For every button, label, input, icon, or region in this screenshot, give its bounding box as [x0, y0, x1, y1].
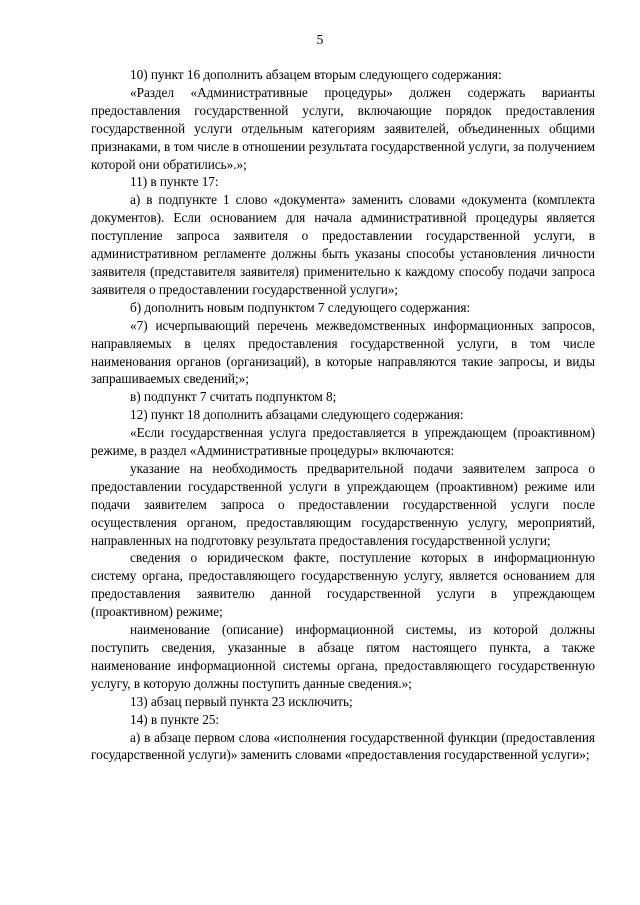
- paragraph: «Если государственная услуга предоставляется в упреждающем (проактивном) режиме, в раздел «Административные процедуры» включаются:: [91, 425, 595, 459]
- paragraph: 13) абзац первый пункта 23 исключить;: [130, 693, 353, 709]
- paragraph: «7) исчерпывающий перечень межведомственных информационных запросов, направляемых в целях предоставления государственной услуги, в том числе наименования органов (организаций), в которые направляются такие запросы, и виды запрашиваемых сведений;»;: [91, 317, 595, 387]
- paragraph: 12) пункт 18 дополнить абзацами следующего содержания:: [130, 407, 464, 423]
- paragraph: наименование (описание) информационной системы, из которой должны поступить сведения, указанные в абзаце пятом настоящего пункта, а также наименование информационной системы органа, предоставляющего государственную услугу, в которую должны поступить данные сведения.»;: [91, 622, 595, 691]
- paragraph: б) дополнить новым подпунктом 7 следующего содержания:: [130, 299, 471, 315]
- paragraph: указание на необходимость предварительной подачи заявителем запроса о предоставлении государственной услуги в упреждающем (проактивном) режиме или подачи заявителем запроса о предоставлении государственной услуги после осуществления органом, предоставляющим государственную услугу, мероприятий, направленных на подготовку результата предоставления государственной услуги;: [91, 460, 595, 548]
- page-number: 5: [316, 32, 324, 47]
- document-body: [91, 66, 595, 764]
- paragraph: а) в подпункте 1 слово «документа» заменить словами «документа (комплекта документов). Если основанием для начала административной процедуры является поступление запроса заявителя о предоставлении государственной услуги, в административном регламенте должны быть указаны способы установления личности заявителя (представителя заявителя) применительно к каждому способу подачи запроса заявителя о предоставлении государственной услуги»;: [91, 192, 595, 297]
- paragraph: а) в абзаце первом слова «исполнения государственной функции (предоставления государственной услуги)» заменить словами «предоставления государственной услуги»;: [91, 729, 595, 763]
- paragraph: 14) в пункте 25:: [130, 711, 220, 727]
- paragraph: 11) в пункте 17:: [130, 174, 219, 190]
- paragraph: «Раздел «Административные процедуры» должен содержать варианты предоставления государственной услуги, включающие порядок предоставления государственной услуги отдельным категориям заявителей, объединенных общими признаками, в том числе в отношении результата государственной услуги, за получением которой они обратились».»;: [91, 84, 595, 172]
- paragraph: сведения о юридическом факте, поступление которых в информационную систему органа, предоставляющего государственную услугу, является основанием для предоставления заявителю данной государственной услуги в упреждающем (проактивном) режиме;: [91, 550, 595, 620]
- paragraph: в) подпункт 7 считать подпунктом 8;: [130, 389, 337, 405]
- paragraph: 10) пункт 16 дополнить абзацем вторым следующего содержания:: [130, 67, 502, 82]
